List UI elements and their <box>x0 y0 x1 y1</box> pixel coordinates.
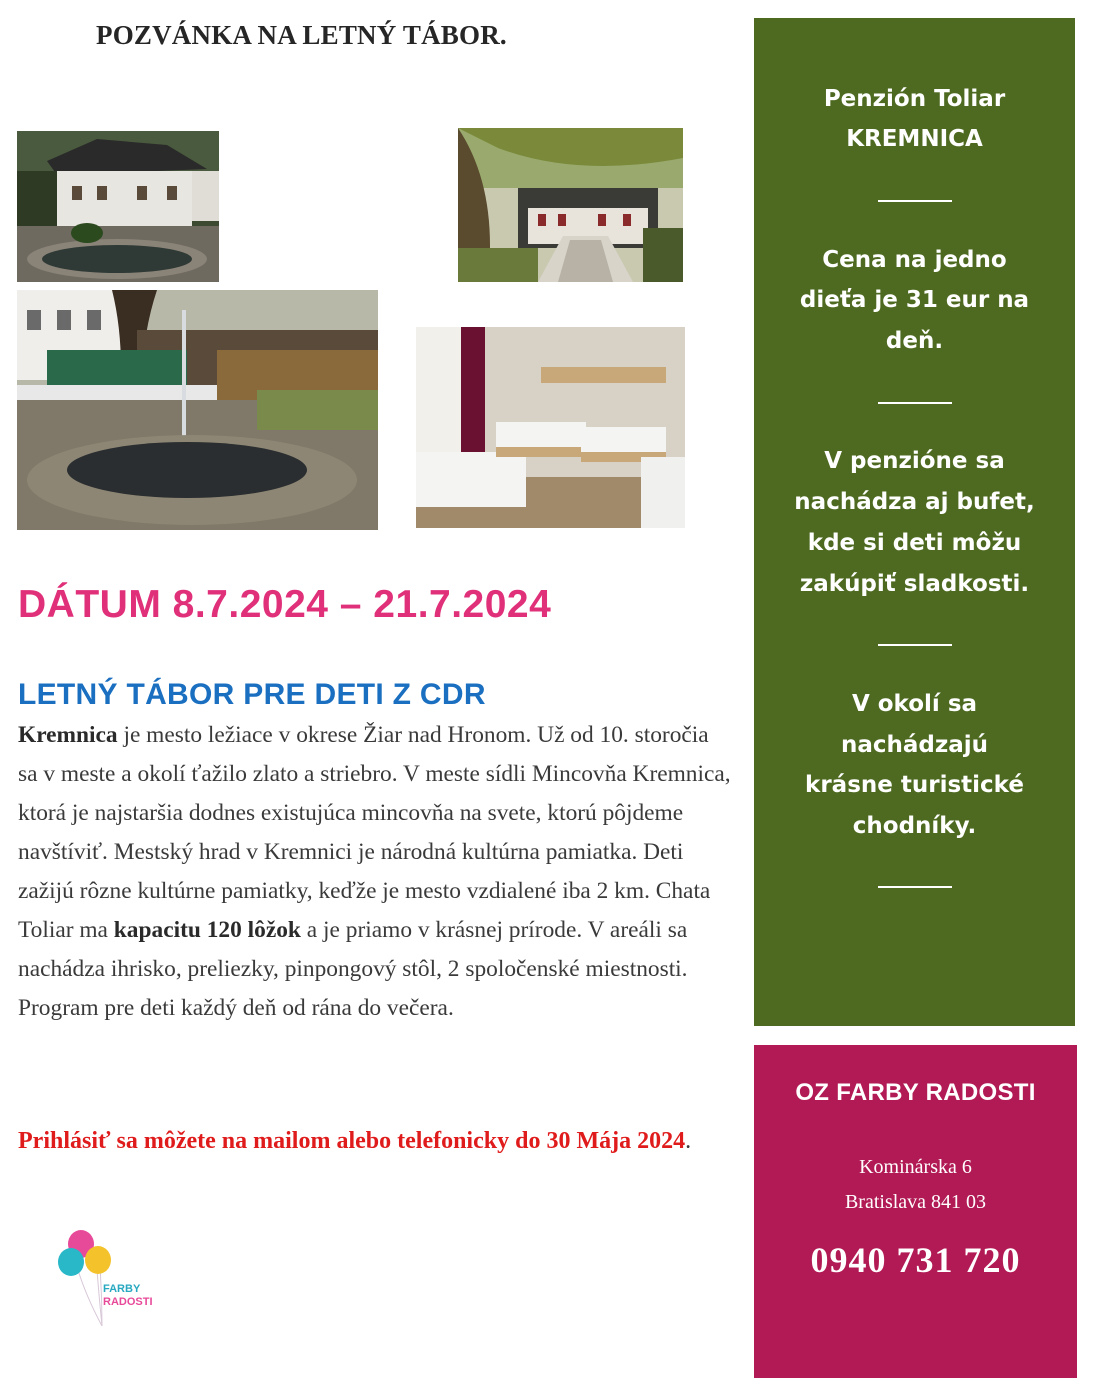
buffet-line-3: kde si deti môžu <box>807 530 1022 556</box>
yellow-balloon-icon <box>85 1246 111 1274</box>
price-line-3: deň. <box>885 328 944 354</box>
address-street: Kominárska 6 <box>859 1156 972 1178</box>
price-line-2: dieťa je 31 eur na <box>799 287 1030 313</box>
address-city: Bratislava 841 03 <box>844 1191 987 1213</box>
buffet-line-4: zakúpiť sladkosti. <box>799 571 1030 597</box>
villa-fountain-photo <box>17 131 219 282</box>
description-text-1: je mesto ležiace v okrese Žiar nad Hronom. Už od 10. storočia sa v meste a okolí ťažilo zlato a striebro. V meste sídli Mincovňa Kremnica, ktorá je najstaršia dodnes existujúca mincovňa na svete, ktorú pôjdeme navštíviť. Mestský hrad v Kremnici je národná kultúrna pamiatka. Deti zažijú rôzne kultúrne pamiatky, keďže je mesto vzdialené iba 2 km. Chata Toliar ma <box>18 722 731 943</box>
signup-text: Prihlásiť sa môžete na mailom alebo telefonicky do 30 Mája 2024 <box>18 1128 686 1154</box>
trails-line-4: chodníky. <box>852 813 977 839</box>
trails-line-2: nachádzajú <box>840 732 989 758</box>
farby-radosti-logo <box>56 1226 166 1336</box>
trails-line-1: V okolí sa <box>851 691 978 717</box>
price-line-1: Cena na jedno <box>822 247 1007 273</box>
contact-box <box>754 1045 1077 1378</box>
address <box>754 1150 1077 1220</box>
description-text-2: a je priamo v krásnej prírode. V areáli sa nachádza ihrisko, preliezky, pinpongový stôl, 2 spoločenské miestnosti. Program pre deti každý deň od rána do večera. <box>18 917 688 1021</box>
divider <box>878 200 952 202</box>
logo-text-line1: FARBY <box>103 1283 141 1295</box>
divider <box>878 886 952 888</box>
teal-balloon-icon <box>58 1248 84 1276</box>
phone-number[interactable]: 0940 731 720 <box>810 1240 1021 1280</box>
organization-name: OZ FARBY RADOSTI <box>795 1079 1036 1106</box>
divider <box>878 402 952 404</box>
logo-text-line2: RADOSTI <box>103 1296 153 1308</box>
description-paragraph <box>18 716 733 1028</box>
date-range: DÁTUM 8.7.2024 – 21.7.2024 <box>18 583 552 626</box>
bedroom-photo <box>416 327 685 528</box>
villa-stairs-photo <box>458 128 683 282</box>
pension-name: Penzión Toliar <box>823 86 1006 112</box>
signup-notice <box>18 1121 733 1161</box>
signup-period: . <box>685 1128 692 1154</box>
buffet-line-1: V penzióne sa <box>824 448 1005 474</box>
divider <box>878 644 952 646</box>
pension-town: KREMNICA <box>846 126 983 152</box>
page-title: POZVÁNKA NA LETNÝ TÁBOR. <box>96 20 507 50</box>
fountain-park-photo <box>17 290 378 530</box>
description-bold-capacity: kapacitu 120 lôžok <box>113 917 301 943</box>
section-subtitle: LETNÝ TÁBOR PRE DETI Z CDR <box>18 678 486 711</box>
description-bold-city: Kremnica <box>18 722 118 748</box>
buffet-line-2: nachádza aj bufet, <box>794 489 1035 515</box>
trails-line-3: krásne turistické <box>805 772 1024 798</box>
info-sidebar <box>754 18 1075 1026</box>
